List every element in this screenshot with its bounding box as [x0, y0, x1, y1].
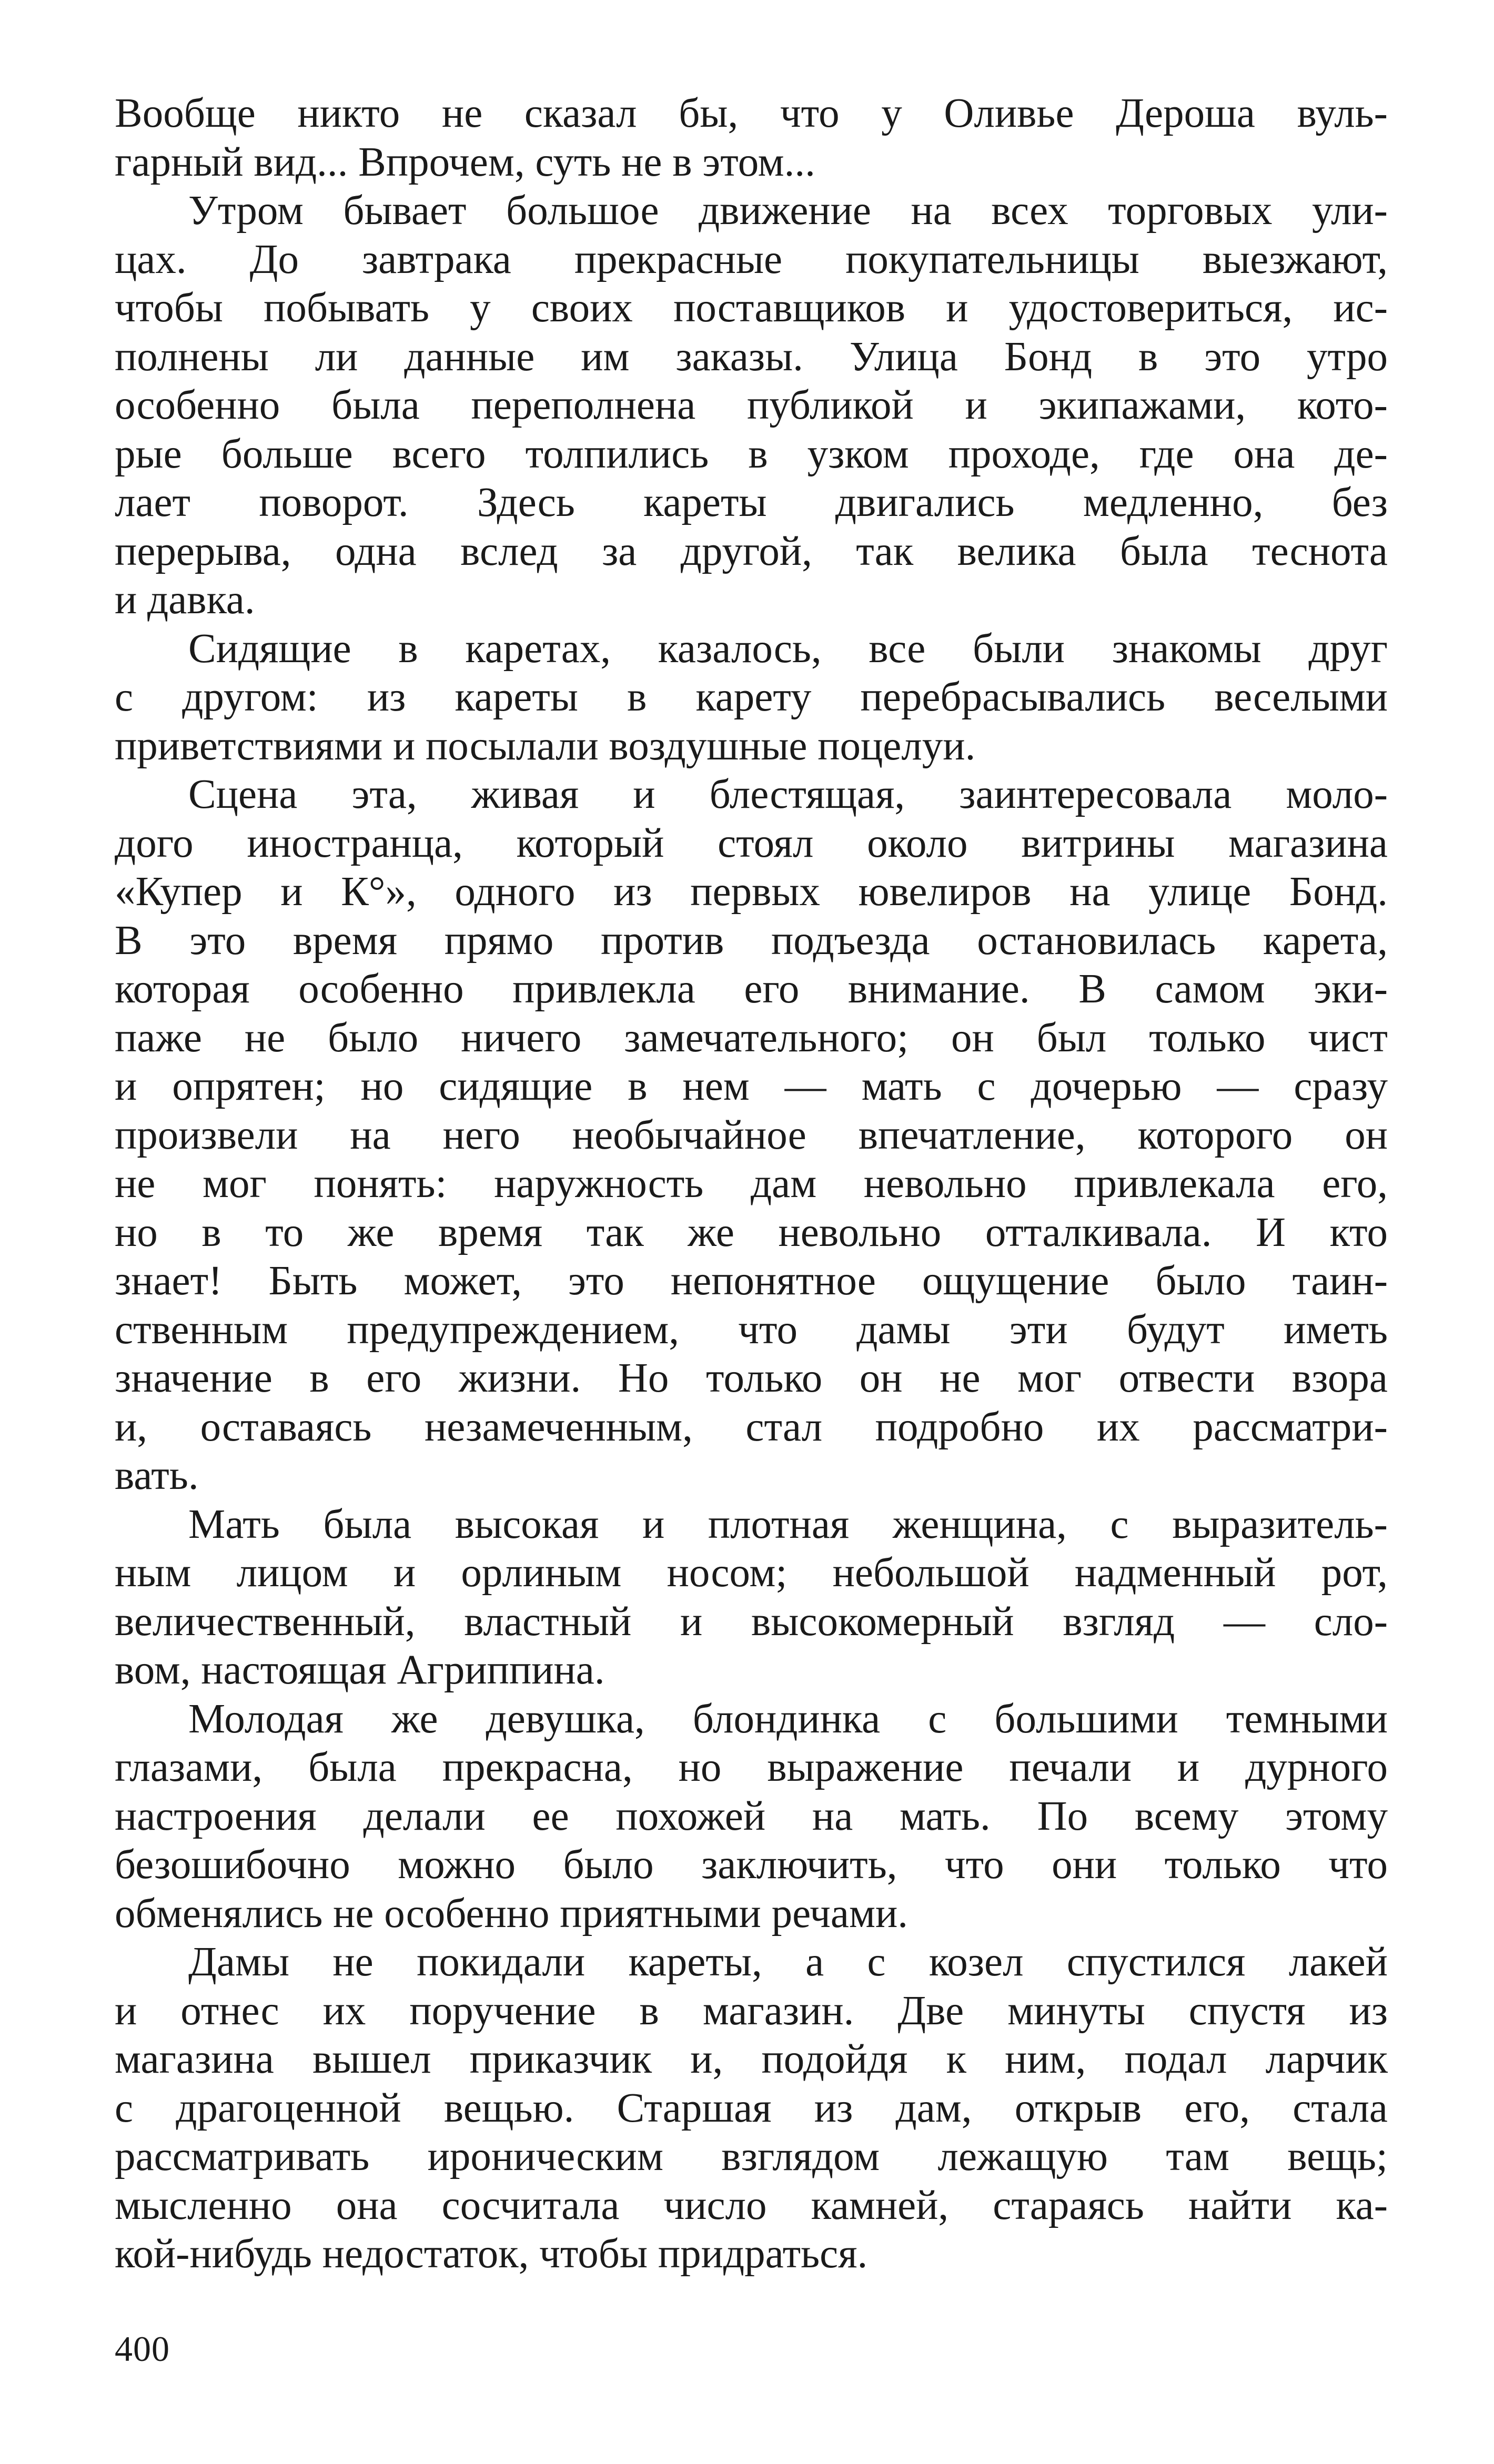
- text-line: Сцена эта, живая и блестящая, заинтересовала моло-: [188, 772, 1388, 817]
- text-line: и опрятен; но сидящие в нем — мать с дочерью — сразу: [115, 1063, 1388, 1109]
- text-line: ным лицом и орлиным носом; небольшой надменный рот,: [115, 1550, 1388, 1596]
- text-line: произвели на него необычайное впечатление, которого он: [115, 1112, 1388, 1158]
- text-line: не мог понять: наружность дам невольно привлекала его,: [115, 1161, 1388, 1206]
- page-body: [115, 89, 1388, 2279]
- text-line: настроения делали ее похожей на мать. По всему этому: [115, 1793, 1388, 1839]
- text-line: рые больше всего толпились в узком проходе, где она де-: [115, 431, 1388, 477]
- text-line: с драгоценной вещью. Старшая из дам, открыв его, стала: [115, 2085, 1388, 2131]
- text-line: знает! Быть может, это непонятное ощущение было таин-: [115, 1258, 1388, 1304]
- text-line: значение в его жизни. Но только он не мог отвести взора: [115, 1355, 1388, 1401]
- text-line: дого иностранца, который стоял около витрины магазина: [115, 820, 1388, 866]
- text-line: полнены ли данные им заказы. Улица Бонд в это утро: [115, 333, 1388, 380]
- text-line: В это время прямо против подъезда остановилась карета,: [115, 917, 1388, 964]
- text-line: Утром бывает большое движение на всех торговых ули-: [188, 188, 1388, 234]
- text-line: которая особенно привлекла его внимание. В самом эки-: [115, 966, 1388, 1012]
- text-line: «Купер и К°», одного из первых ювелиров на улице Бонд.: [115, 869, 1388, 915]
- text-line: ственным предупреждением, что дамы эти будут иметь: [115, 1306, 1388, 1353]
- text-line: мысленно она сосчитала число камней, стараясь найти ка-: [115, 2182, 1388, 2228]
- text-line: и, оставаясь незамеченным, стал подробно их рассматри-: [115, 1404, 1388, 1450]
- text-line: вом, настоящая Агриппина.: [115, 1647, 605, 1693]
- text-line: Молодая же девушка, блондинка с большими темными: [188, 1696, 1388, 1742]
- text-line: величественный, властный и высокомерный взгляд — сло-: [115, 1598, 1388, 1645]
- text-line: кой-нибудь недостаток, чтобы придраться.: [115, 2231, 868, 2277]
- text-line: рассматривать ироническим взглядом лежащую там вещь;: [115, 2134, 1388, 2179]
- text-line: обменялись не особенно приятными речами.: [115, 1890, 908, 1936]
- text-line: безошибочно можно было заключить, что они только что: [115, 1842, 1388, 1888]
- text-line: вать.: [115, 1453, 199, 1498]
- text-line: Вообще никто не сказал бы, что у Оливье Дероша вуль-: [115, 90, 1388, 136]
- text-line: приветствиями и посылали воздушные поцелуи.: [115, 723, 976, 769]
- text-line: чтобы побывать у своих поставщиков и удостовериться, ис-: [115, 285, 1388, 331]
- text-line: Сидящие в каретах, казалось, все были знакомы друг: [188, 625, 1388, 672]
- text-line: особенно была переполнена публикой и экипажами, кото-: [115, 382, 1388, 428]
- text-line: цах. До завтрака прекрасные покупательницы выезжают,: [115, 236, 1388, 282]
- page-number: 400: [115, 2329, 170, 2369]
- text-line: Мать была высокая и плотная женщина, с выразитель-: [188, 1501, 1388, 1547]
- text-line: и давка.: [115, 577, 255, 623]
- text-line: перерыва, одна вслед за другой, так велика была теснота: [115, 528, 1388, 574]
- text-line: Дамы не покидали кареты, а с козел спустился лакей: [188, 1939, 1388, 1985]
- text-line: но в то же время так же невольно отталкивала. И кто: [115, 1209, 1388, 1255]
- text-line: паже не было ничего замечательного; он был только чист: [115, 1015, 1388, 1061]
- text-line: глазами, была прекрасна, но выражение печали и дурного: [115, 1745, 1388, 1790]
- text-line: лает поворот. Здесь кареты двигались медленно, без: [115, 480, 1388, 525]
- text-line: магазина вышел приказчик и, подойдя к ним, подал ларчик: [115, 2036, 1388, 2082]
- text-line: и отнес их поручение в магазин. Две минуты спустя из: [115, 1988, 1388, 2034]
- text-line: гарный вид... Впрочем, суть не в этом...: [115, 139, 815, 185]
- text-line: с другом: из кареты в карету перебрасывались веселыми: [115, 674, 1388, 720]
